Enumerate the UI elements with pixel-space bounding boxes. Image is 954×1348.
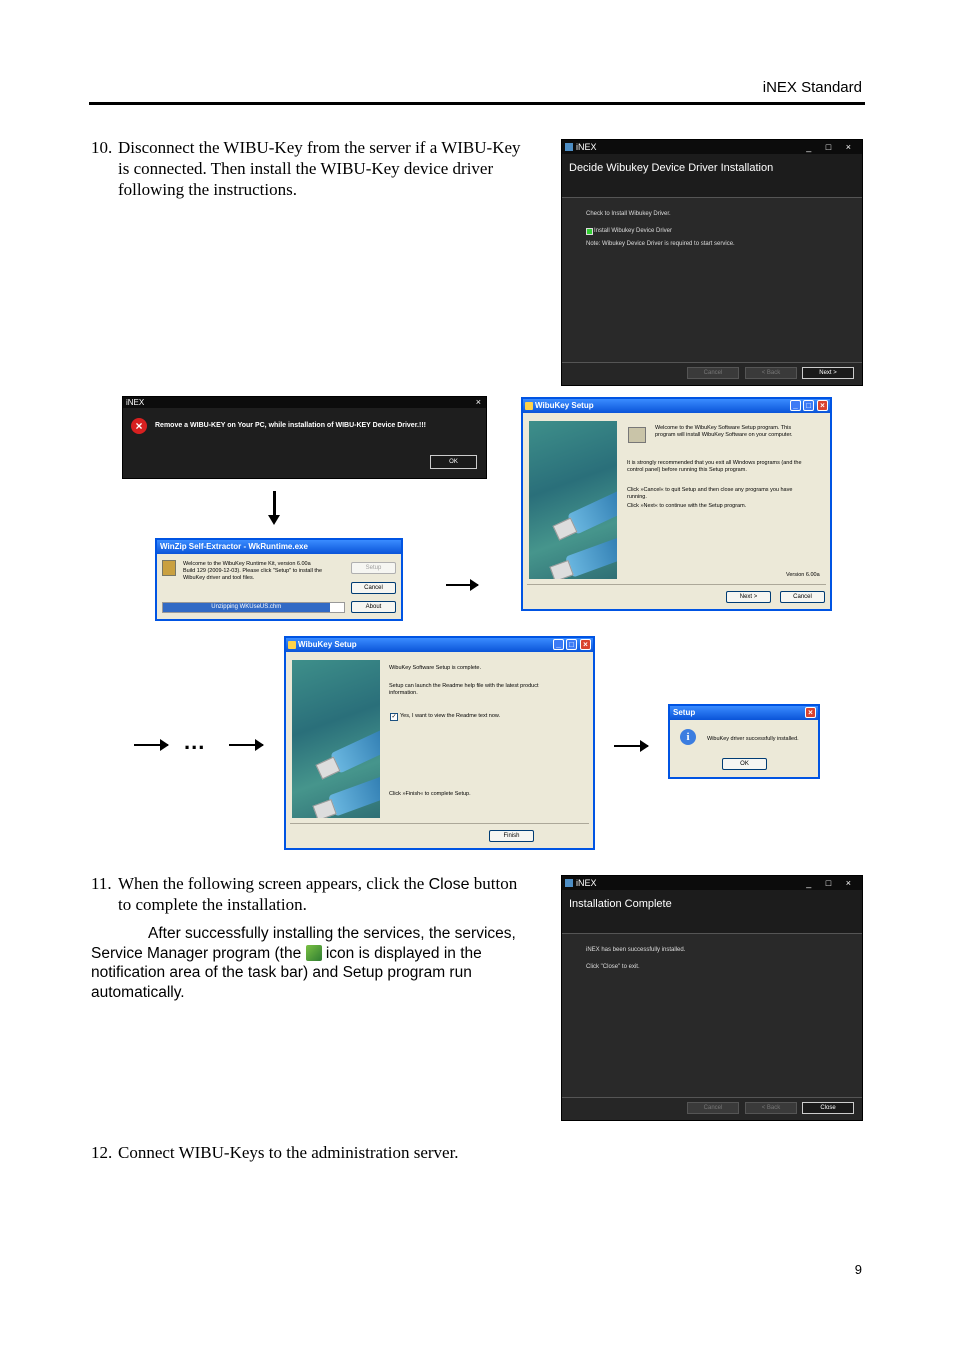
checkbox-label: Install Wibukey Device Driver: [594, 228, 673, 234]
close-button[interactable]: ×: [817, 400, 828, 411]
installation-complete-window: [561, 875, 863, 1121]
window-titlebar: [670, 706, 818, 720]
winzip-text-line: WibuKey driver and tool files.: [183, 575, 255, 581]
welcome-text: running.: [627, 494, 647, 500]
check-intro-text: Check to Install Wibukey Driver.: [586, 211, 671, 217]
close-button[interactable]: ×: [580, 639, 591, 650]
success-message: WibuKey driver successfully installed.: [707, 736, 799, 742]
step-text-line: Disconnect the WIBU-Key from the server if a WIBU-Key: [118, 138, 521, 157]
driver-note-text: Note: Wibukey Device Driver is required to start service.: [586, 241, 735, 247]
flow-ellipsis: ...: [184, 729, 206, 754]
close-keyword: Close: [428, 876, 470, 893]
cancel-button[interactable]: Cancel: [687, 367, 739, 379]
complete-text: information.: [389, 690, 418, 696]
about-button[interactable]: About: [351, 601, 396, 613]
next-button[interactable]: Next >: [802, 367, 854, 379]
step-12: [91, 1142, 551, 1164]
welcome-text: Click »Cancel« to quit Setup and then close any programs you have: [627, 487, 793, 493]
complete-text: iNEX has been successfully installed.: [586, 947, 686, 953]
step-text-line: to complete the installation.: [118, 895, 307, 914]
minimize-button[interactable]: _: [790, 400, 801, 411]
flow-arrow-right: [446, 584, 478, 586]
complete-text: Click »Finish« to complete Setup.: [389, 791, 471, 797]
window-footer: [562, 362, 862, 385]
back-button[interactable]: < Back: [745, 367, 797, 379]
window-titlebar: [562, 140, 862, 154]
document-header-title: iNEX Standard: [762, 79, 862, 96]
flow-arrow-right: [614, 745, 648, 747]
setup-app-icon: [525, 402, 533, 410]
winzip-extractor-window: [155, 538, 403, 621]
maximize-button[interactable]: □: [803, 400, 814, 411]
version-label: Version 6.00a: [786, 572, 820, 578]
step-text: button: [469, 874, 518, 893]
window-titlebar: [123, 397, 486, 408]
setup-app-icon: [288, 641, 296, 649]
remove-key-error-dialog: [122, 396, 487, 479]
flow-arrow-right: [229, 744, 263, 746]
welcome-text: Click »Next« to continue with the Setup program.: [627, 503, 747, 509]
step-10: [91, 137, 551, 203]
page-number: 9: [854, 1262, 862, 1277]
note-line: After successfully installing the services, the services,: [148, 925, 516, 942]
services-note: [91, 924, 551, 1002]
step-number: 10.: [91, 138, 113, 157]
service-manager-icon: [306, 945, 322, 961]
welcome-text: Welcome to the WibuKey Software Setup program. This: [655, 425, 792, 431]
flow-arrow-right: [134, 744, 168, 746]
divider: [290, 823, 589, 824]
complete-text: Setup can launch the Readme help file with the latest product: [389, 683, 539, 689]
computer-icon: [628, 427, 646, 443]
winzip-text-line: Build 129 (2009-12-03). Please click "Setup" to install the: [183, 568, 323, 574]
progress-fill: Unzipping WKUseUS.chm: [163, 603, 330, 612]
complete-text: WibuKey Software Setup is complete.: [389, 665, 482, 671]
ok-button[interactable]: OK: [430, 455, 477, 469]
wibukey-setup-welcome-window: [521, 397, 832, 611]
note-line: [91, 944, 551, 964]
close-icon[interactable]: ×: [475, 397, 481, 407]
winzip-icon: [162, 560, 176, 576]
winzip-text-line: Welcome to the WibuKey Runtime Kit, version 6.00a: [183, 561, 311, 567]
readme-checkbox[interactable]: ✓: [391, 714, 397, 720]
step-text-line: Connect WIBU-Keys to the administration server.: [118, 1143, 459, 1162]
cancel-button[interactable]: Cancel: [780, 591, 825, 603]
window-title: WibuKey Setup: [298, 640, 357, 649]
window-header: [562, 890, 862, 934]
note-text: icon is displayed in the: [321, 944, 482, 962]
note-text: Service Manager program (the: [91, 944, 306, 962]
window-controls[interactable]: _ □ ×: [806, 142, 857, 152]
checkbox-checked-icon[interactable]: [586, 228, 593, 235]
step-text-line: is connected. Then install the WIBU-Key device driver: [118, 159, 494, 178]
step-text: When the following screen appears, click the: [118, 874, 429, 893]
maximize-button[interactable]: □: [566, 639, 577, 650]
error-icon: ×: [131, 418, 147, 434]
window-title: Setup: [673, 708, 696, 717]
wibukey-usb-artwork: [529, 421, 617, 579]
inex-logo-icon: [565, 879, 573, 887]
install-driver-checkbox-row[interactable]: [586, 227, 735, 235]
window-controls[interactable]: _ □ ×: [806, 878, 857, 888]
window-titlebar: [562, 876, 862, 890]
window-title: iNEX: [576, 878, 597, 888]
window-titlebar: [523, 399, 830, 413]
window-title: iNEX: [576, 142, 597, 152]
complete-text: Click "Close" to exit.: [586, 964, 640, 970]
window-footer: [562, 1097, 862, 1120]
close-button[interactable]: Close: [802, 1102, 854, 1114]
note-line: automatically.: [91, 983, 185, 1001]
finish-button[interactable]: Finish: [489, 830, 534, 842]
window-heading: Decide Wibukey Device Driver Installation: [569, 162, 774, 174]
ok-button[interactable]: OK: [722, 758, 767, 770]
window-header: [562, 154, 862, 198]
window-title: WinZip Self-Extractor - WkRuntime.exe: [160, 542, 308, 551]
wibukey-usb-artwork: [292, 660, 380, 818]
welcome-text: control panel) before running this Setup program.: [627, 467, 747, 473]
divider: [527, 584, 826, 585]
inex-logo-icon: [565, 143, 573, 151]
setup-message-dialog: [668, 704, 820, 779]
window-title: WibuKey Setup: [535, 401, 594, 410]
note-line: notification area of the task bar) and Setup program run: [91, 964, 472, 981]
readme-checkbox-label: Yes, I want to view the Readme text now.: [400, 713, 501, 719]
window-heading: Installation Complete: [569, 898, 672, 910]
header-rule: [89, 102, 865, 105]
next-button[interactable]: Next >: [726, 591, 771, 603]
minimize-button[interactable]: _: [553, 639, 564, 650]
step-text-line: [118, 873, 517, 895]
progress-bar: [162, 602, 345, 613]
window-body: [586, 946, 685, 971]
window-titlebar: [157, 540, 401, 554]
info-icon: i: [680, 729, 696, 745]
step-11: [91, 873, 551, 917]
cancel-button[interactable]: Cancel: [687, 1102, 739, 1114]
decide-driver-window: [561, 139, 863, 386]
welcome-text: program will install WibuKey Software on your computer.: [655, 432, 793, 438]
flow-arrow-down: [273, 491, 276, 517]
window-title: iNEX: [126, 398, 145, 407]
setup-button[interactable]: Setup: [351, 562, 396, 574]
window-titlebar: [286, 638, 593, 652]
error-message: Remove a WIBU-KEY on Your PC, while installation of WIBU-KEY Device Driver.!!!: [155, 422, 426, 429]
close-button[interactable]: ×: [805, 707, 816, 718]
back-button[interactable]: < Back: [745, 1102, 797, 1114]
step-text-line: following the instructions.: [118, 180, 297, 199]
welcome-text: It is strongly recommended that you exit all Windows programs (and the: [627, 460, 802, 466]
step-number: 11.: [91, 874, 112, 893]
cancel-button[interactable]: Cancel: [351, 582, 396, 594]
step-number: 12.: [91, 1143, 113, 1162]
window-body: [586, 210, 735, 248]
wibukey-setup-complete-window: [284, 636, 595, 850]
